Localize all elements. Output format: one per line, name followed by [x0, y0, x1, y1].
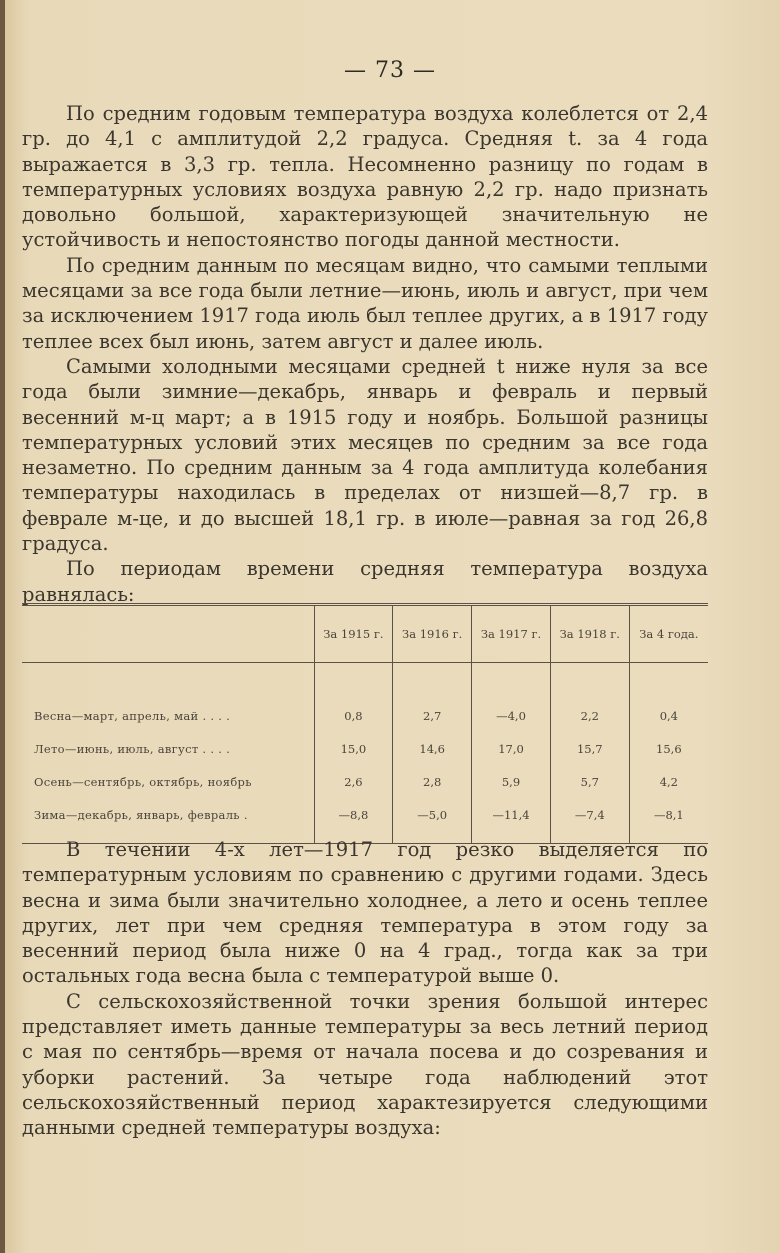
- row-label: Зима—декабрь, январь, февраль .: [34, 807, 248, 822]
- table-cell: 5,7: [550, 765, 629, 798]
- seasonal-temperature-table: [22, 603, 708, 844]
- paragraph: В течении 4-х лет—1917 год резко выделяется по температурным условиям по сравнению с другими годами. Здесь весна и зима были значительно холоднее, а лето и осень теплее других, лет при чем средняя температура в этом году за весенний период была ниже 0 на 4 град., тогда как за три остальных года весна была с температурой выше 0.: [22, 838, 708, 988]
- paragraph: По периодам времени средняя температура воздуха равнялась:: [22, 557, 708, 606]
- table-cell: —4,0: [472, 699, 551, 732]
- table-cell: —8,1: [629, 798, 708, 831]
- header-cell: За 1915 г.: [314, 605, 393, 663]
- table-cell: 14,6: [393, 732, 472, 765]
- table-cell: —7,4: [550, 798, 629, 831]
- table-cell: 2,2: [550, 699, 629, 732]
- text-block-after-table: [22, 837, 708, 1141]
- table-cell: —11,4: [472, 798, 551, 831]
- table-cell: 2,8: [393, 765, 472, 798]
- table-cell: —5,0: [393, 798, 472, 831]
- header-cell: За 1918 г.: [550, 605, 629, 663]
- header-cell: За 1916 г.: [393, 605, 472, 663]
- table-cell: 15,0: [314, 732, 393, 765]
- table-row: [22, 699, 708, 732]
- row-label: Лето—июнь, июль, август . . . .: [34, 741, 231, 756]
- table-cell: 15,7: [550, 732, 629, 765]
- table-cell: 0,4: [629, 699, 708, 732]
- table-spacer-row: [22, 663, 708, 700]
- header-cell: За 1917 г.: [472, 605, 551, 663]
- paragraph: С сельскохозяйственной точки зрения большой интерес представляет иметь данные температуры за весь летний период с мая по сентябрь—время от начала посева и до созревания и уборки растений. За четыре года наблюдений этот сельскохозяйственный период характезируется следующими данными средней температуры воздуха:: [22, 989, 708, 1140]
- table-cell: 0,8: [314, 699, 393, 732]
- header-cell: За 4 года.: [629, 605, 708, 663]
- row-label: Весна—март, апрель, май . . . .: [34, 708, 231, 723]
- table-row: [22, 732, 708, 765]
- table-header-row: [22, 605, 708, 663]
- table-row: [22, 798, 708, 831]
- text-block-before-table: [22, 101, 708, 607]
- paragraph: Самыми холодными месяцами средней t ниже нуля за все года были зимние—декабрь, январь и февраль и первый весенний м-ц март; а в 1915 году и ноябрь. Большой разницы температурных условий этих месяцев по средним за все года незаметно. По средним данным за 4 года амплитуда колебания температуры находилась в пределах от низшей—8,7 гр. в феврале м-це, и до высшей 18,1 гр. в июле—равная за год 26,8 градуса.: [22, 354, 708, 556]
- table-cell: 17,0: [472, 732, 551, 765]
- row-label: Осень—сентябрь, октябрь, ноябрь: [34, 774, 252, 789]
- table-cell: 2,6: [314, 765, 393, 798]
- book-spine-edge: [0, 0, 5, 1253]
- table-cell: 15,6: [629, 732, 708, 765]
- paragraph: По средним данным по месяцам видно, что самыми теплыми месяцами за все года были летние—июнь, июль и август, при чем за исключением 1917 года июль был теплее других, а в 1917 году теплее всех был июнь, затем август и далее июль.: [22, 253, 708, 353]
- table-cell: 4,2: [629, 765, 708, 798]
- header-cell: [22, 605, 314, 663]
- table-cell: 2,7: [393, 699, 472, 732]
- table-cell: 5,9: [472, 765, 551, 798]
- paragraph: По средним годовым температура воздуха колеблется от 2,4 гр. до 4,1 с амплитудой 2,2 градуса. Средняя t. за 4 года выражается в 3,3 гр. тепла. Несомненно разницу по годам в температурных условиях воздуха равную 2,2 гр. надо признать довольно большой, характеризующей значительную не устойчивость и непостоянство погоды данной местности.: [22, 102, 708, 252]
- table-cell: —8,8: [314, 798, 393, 831]
- page-number: — 73 —: [344, 58, 436, 83]
- table-row: [22, 765, 708, 798]
